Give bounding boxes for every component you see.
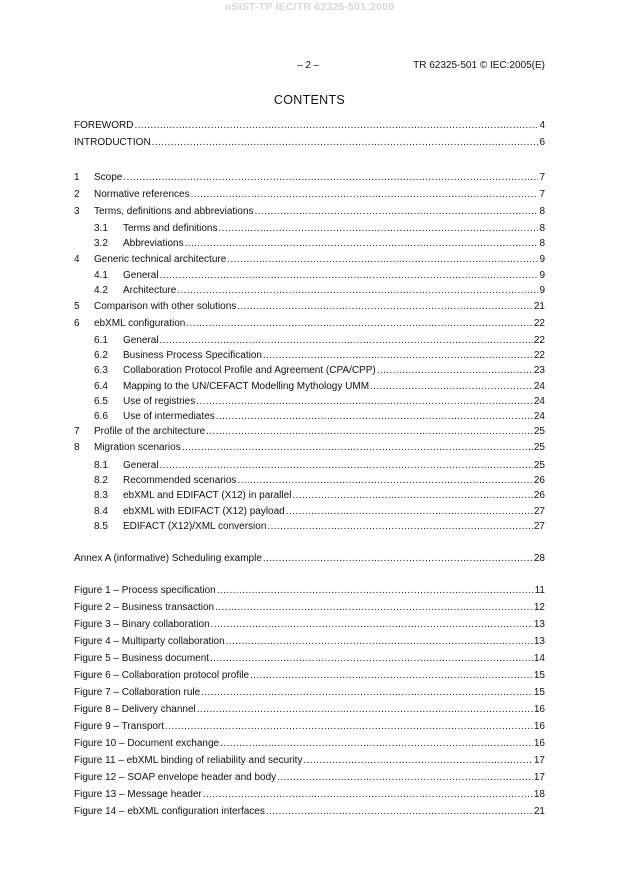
toc-entry-title: ebXML with EDIFACT (X12) payload (123, 506, 285, 517)
toc-entry-page: 23 (533, 365, 545, 376)
toc-entry[interactable] (74, 552, 545, 565)
toc-entry-number: 4 (74, 254, 80, 265)
toc-entry-number: 6.6 (94, 411, 108, 422)
toc-entry[interactable] (74, 441, 545, 454)
toc-entry-page: 8 (539, 223, 545, 234)
toc-entry-title: INTRODUCTION (74, 137, 151, 148)
toc-leader-dots (123, 171, 538, 184)
toc-leader-dots (177, 284, 538, 297)
toc-entry-number: 7 (74, 426, 80, 437)
toc-leader-dots (186, 317, 533, 330)
toc-entry-title: Terms and definitions (123, 223, 218, 234)
toc-entry[interactable] (74, 737, 545, 750)
toc-entry-title: Figure 6 – Collaboration protocol profile (74, 670, 250, 681)
toc-entry[interactable] (74, 171, 545, 184)
toc-entry-number: 6.4 (94, 381, 108, 392)
toc-entry[interactable] (74, 601, 545, 614)
toc-entry-page: 15 (533, 687, 545, 698)
toc-entry-number: 8 (74, 442, 80, 453)
toc-entry-title: Figure 9 – Transport (74, 721, 165, 732)
toc-leader-dots (191, 188, 539, 201)
toc-leader-dots (303, 754, 532, 767)
toc-entry[interactable] (74, 703, 545, 716)
toc-leader-dots (266, 805, 533, 818)
toc-entry[interactable] (74, 269, 545, 282)
toc-leader-dots (255, 205, 539, 218)
toc-leader-dots (263, 552, 533, 565)
toc-entry[interactable] (74, 410, 545, 423)
toc-entry-page: 9 (539, 270, 545, 281)
toc-entry-title: Business Process Specification (123, 350, 262, 361)
toc-entry[interactable] (74, 136, 545, 149)
toc-entry-title: Mapping to the UN/CEFACT Modelling Mythology UMM (123, 381, 370, 392)
toc-entry-number: 8.1 (94, 460, 108, 471)
watermark: oSIST-TP IEC/TR 62325-501:2009 (224, 1, 395, 13)
toc-entry[interactable] (74, 669, 545, 682)
toc-entry-page: 17 (533, 772, 545, 783)
toc-entry[interactable] (74, 686, 545, 699)
toc-entry[interactable] (74, 300, 545, 313)
toc-entry-page: 18 (533, 789, 545, 800)
toc-entry-page: 15 (533, 670, 545, 681)
toc-entry-number: 6.1 (94, 335, 108, 346)
toc-entry-title: Figure 11 – ebXML binding of reliability and security (74, 755, 303, 766)
toc-entry-number: 6 (74, 318, 80, 329)
toc-entry-title: General (123, 335, 159, 346)
toc-entry-title: FOREWORD (74, 120, 134, 131)
toc-entry-number: 3 (74, 206, 80, 217)
toc-entry-title: Generic technical architecture (94, 254, 227, 265)
toc-entry-title: Collaboration Protocol Profile and Agreement (CPA/CPP) (123, 365, 376, 376)
document-reference: TR 62325-501 © IEC:2005(E) (413, 60, 545, 71)
toc-entry[interactable] (74, 489, 545, 502)
toc-entry-number: 4.2 (94, 285, 108, 296)
toc-entry-page: 9 (539, 285, 545, 296)
toc-entry-title: EDIFACT (X12)/XML conversion (123, 521, 267, 532)
toc-leader-dots (250, 669, 533, 682)
toc-entry[interactable] (74, 284, 545, 297)
toc-entry-page: 4 (539, 120, 545, 131)
toc-leader-dots (152, 136, 539, 149)
toc-leader-dots (226, 635, 533, 648)
toc-leader-dots (182, 441, 533, 454)
toc-entry-title: Figure 8 – Delivery channel (74, 704, 196, 715)
toc-entry[interactable] (74, 805, 545, 818)
toc-entry-page: 25 (533, 442, 545, 453)
toc-leader-dots (210, 652, 533, 665)
toc-leader-dots (206, 425, 533, 438)
toc-entry[interactable] (74, 205, 545, 218)
toc-entry-page: 17 (533, 755, 545, 766)
toc-leader-dots (185, 237, 539, 250)
toc-entry[interactable] (74, 317, 545, 330)
toc-entry-page: 22 (533, 318, 545, 329)
toc-leader-dots (160, 269, 539, 282)
toc-entry-page: 13 (533, 636, 545, 647)
toc-entry[interactable] (74, 505, 545, 518)
toc-entry-number: 8.5 (94, 521, 108, 532)
toc-entry-page: 24 (533, 411, 545, 422)
toc-leader-dots (286, 505, 533, 518)
toc-leader-dots (237, 474, 532, 487)
toc-entry-number: 6.2 (94, 350, 108, 361)
toc-leader-dots (292, 489, 532, 502)
toc-entry-number: 3.1 (94, 223, 108, 234)
toc-entry-number: 4.1 (94, 270, 108, 281)
toc-entry-page: 21 (533, 806, 545, 817)
toc-entry-title: Figure 13 – Message header (74, 789, 202, 800)
toc-leader-dots (160, 334, 533, 347)
toc-entry-title: Figure 12 – SOAP envelope header and body (74, 772, 277, 783)
toc-entry-page: 25 (533, 426, 545, 437)
toc-leader-dots (203, 788, 533, 801)
toc-entry-number: 2 (74, 189, 80, 200)
toc-entry-number: 8.3 (94, 490, 108, 501)
toc-entry-title: Use of intermediates (123, 411, 215, 422)
toc-entry-title: Scope (94, 172, 123, 183)
toc-entry[interactable] (74, 395, 545, 408)
toc-entry[interactable] (74, 474, 545, 487)
toc-entry-title: Comparison with other solutions (94, 301, 237, 312)
toc-entry-title: Architecture (123, 285, 177, 296)
toc-leader-dots (267, 520, 532, 533)
toc-entry-title: General (123, 460, 159, 471)
toc-leader-dots (263, 349, 533, 362)
toc-entry-page: 26 (533, 490, 545, 501)
toc-entry[interactable] (74, 635, 545, 648)
toc-leader-dots (201, 686, 533, 699)
toc-entry-title: Profile of the architecture (94, 426, 206, 437)
toc-entry-title: Figure 3 – Binary collaboration (74, 619, 210, 630)
toc-entry[interactable] (74, 754, 545, 767)
toc-leader-dots (165, 720, 533, 733)
toc-entry-number: 1 (74, 172, 80, 183)
toc-entry-number: 6.3 (94, 365, 108, 376)
toc-entry-title: Use of registries (123, 396, 196, 407)
toc-entry-page: 22 (533, 335, 545, 346)
toc-entry-number: 6.5 (94, 396, 108, 407)
toc-entry[interactable] (74, 459, 545, 472)
toc-entry-number: 3.2 (94, 238, 108, 249)
toc-entry-page: 16 (533, 704, 545, 715)
toc-entry-page: 7 (539, 172, 545, 183)
toc-entry-title: Normative references (94, 189, 190, 200)
toc-entry-title: Figure 14 – ebXML configuration interfaces (74, 806, 265, 817)
toc-entry[interactable] (74, 349, 545, 362)
toc-entry[interactable] (74, 425, 545, 438)
toc-entry-title: Abbreviations (123, 238, 184, 249)
toc-entry-page: 27 (533, 521, 545, 532)
toc-entry-number: 5 (74, 301, 80, 312)
toc-entry-page: 27 (533, 506, 545, 517)
toc-leader-dots (377, 364, 533, 377)
toc-entry-title: Terms, definitions and abbreviations (94, 206, 254, 217)
toc-entry-page: 28 (533, 553, 545, 564)
toc-leader-dots (370, 380, 533, 393)
toc-leader-dots (277, 771, 533, 784)
toc-entry[interactable] (74, 380, 545, 393)
toc-entry-title: ebXML and EDIFACT (X12) in parallel (123, 490, 292, 501)
toc-entry-page: 6 (539, 137, 545, 148)
toc-entry-title: Figure 5 – Business document (74, 653, 210, 664)
toc-entry-title: Figure 1 – Process specification (74, 585, 216, 596)
toc-entry-title: General (123, 270, 159, 281)
toc-entry[interactable] (74, 720, 545, 733)
toc-entry[interactable] (74, 652, 545, 665)
toc-entry-page: 22 (533, 350, 545, 361)
toc-entry-number: 8.4 (94, 506, 108, 517)
toc-entry[interactable] (74, 237, 545, 250)
page-number: – 2 – (297, 60, 320, 71)
toc-entry[interactable] (74, 334, 545, 347)
toc-entry-page: 7 (539, 189, 545, 200)
contents-title: CONTENTS (273, 93, 346, 107)
toc-entry-page: 12 (533, 602, 545, 613)
toc-entry[interactable] (74, 188, 545, 201)
toc-entry-page: 16 (533, 721, 545, 732)
toc-entry-page: 14 (533, 653, 545, 664)
toc-entry-page: 21 (533, 301, 545, 312)
toc-entry-page: 11 (534, 585, 545, 596)
toc-entry[interactable] (74, 788, 545, 801)
toc-entry-page: 8 (539, 238, 545, 249)
toc-leader-dots (196, 395, 533, 408)
toc-entry-page: 16 (533, 738, 545, 749)
toc-leader-dots (134, 119, 538, 132)
toc-entry[interactable] (74, 618, 545, 631)
toc-entry-page: 9 (539, 254, 545, 265)
toc-entry-title: Figure 2 – Business transaction (74, 602, 215, 613)
toc-leader-dots (216, 410, 533, 423)
toc-entry[interactable] (74, 222, 545, 235)
toc-leader-dots (215, 601, 533, 614)
toc-entry[interactable] (74, 364, 545, 377)
toc-leader-dots (237, 300, 533, 313)
toc-entry-page: 13 (533, 619, 545, 630)
toc-entry-title: Annex A (informative) Scheduling example (74, 553, 262, 564)
toc-entry-number: 8.2 (94, 475, 108, 486)
toc-leader-dots (160, 459, 533, 472)
toc-entry[interactable] (74, 119, 545, 132)
toc-entry-title: Figure 4 – Multiparty collaboration (74, 636, 225, 647)
toc-entry[interactable] (74, 253, 545, 266)
toc-leader-dots (227, 253, 538, 266)
toc-entry-title: ebXML configuration (94, 318, 186, 329)
toc-entry[interactable] (74, 771, 545, 784)
toc-entry-page: 24 (533, 381, 545, 392)
toc-entry-page: 8 (539, 206, 545, 217)
toc-leader-dots (220, 737, 533, 750)
toc-entry-title: Recommended scenarios (123, 475, 237, 486)
toc-leader-dots (219, 222, 539, 235)
toc-leader-dots (197, 703, 533, 716)
toc-entry-title: Migration scenarios (94, 442, 181, 453)
toc-leader-dots (217, 584, 534, 597)
toc-entry[interactable] (74, 584, 545, 597)
toc-entry-title: Figure 7 – Collaboration rule (74, 687, 201, 698)
toc-entry-page: 26 (533, 475, 545, 486)
toc-entry[interactable] (74, 520, 545, 533)
toc-leader-dots (211, 618, 533, 631)
toc-entry-title: Figure 10 – Document exchange (74, 738, 220, 749)
toc-entry-page: 25 (533, 460, 545, 471)
toc-entry-page: 24 (533, 396, 545, 407)
